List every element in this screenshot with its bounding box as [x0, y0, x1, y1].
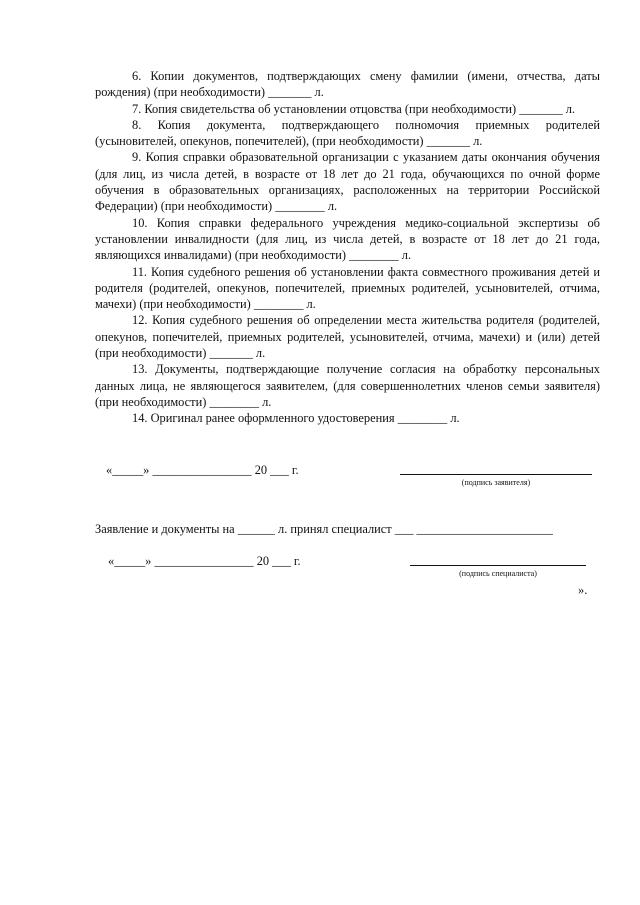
list-item: 13. Документы, подтверждающие получение согласия на обработку персональных данных лица, не являющегося заявителем, (для совершеннолетних членов семьи заявителя) (при необходимости) ________ л.: [95, 362, 600, 409]
list-item: 9. Копия справки образовательной организации с указанием даты окончания обучения (для лиц, из числа детей, в возрасте от 18 лет до 21 года, обучающихся по очной форме обучения в образовательных организациях, расположенных на территории Российской Федерации) (при необходимости) ________ л.: [95, 150, 600, 214]
applicant-signature-caption: (подпись заявителя): [461, 478, 531, 487]
specialist-date-field[interactable]: «_____» ________________ 20 ___ г.: [108, 554, 301, 568]
document-list: [95, 68, 600, 427]
applicant-date-field[interactable]: «_____» ________________ 20 ___ г.: [106, 463, 299, 477]
list-item: 8. Копия документа, подтверждающего полномочия приемных родителей (усыновителей, опекунов, попечителей), (при необходимости) _______ л.: [95, 117, 600, 149]
list-item: 14. Оригинал ранее оформленного удостоверения ________ л.: [132, 411, 460, 426]
specialist-signature-caption: (подпись специалиста): [459, 569, 537, 578]
list-item: 12. Копия судебного решения об определении места жительства родителя (родителей, опекунов, попечителей, приемных родителей, усыновителей, отчима, мачехи) и (или) детей (при необходимости) _______ л.: [95, 313, 600, 361]
accepted-by-specialist-line: Заявление и документы на ______ л. принял специалист ___ ______________________: [95, 522, 553, 536]
list-item: 6. Копии документов, подтверждающих смену фамилии (имени, отчества, даты рождения) (при необходимости) _______ л.: [95, 69, 600, 100]
list-item: 11. Копия судебного решения об установлении факта совместного проживания детей и родителя (родителей, опекунов, попечителей, приемных родителей, усыновителей, отчима, мачехи) (при необходимости) ________ л.: [95, 264, 600, 312]
specialist-signature-line[interactable]: [410, 565, 586, 566]
list-item: 7. Копия свидетельства об установлении отцовства (при необходимости) _______ л.: [132, 101, 576, 116]
closing-quote: ».: [578, 583, 588, 597]
applicant-signature-line[interactable]: [400, 474, 592, 475]
list-item: 10. Копия справки федерального учреждения медико-социальной экспертизы об установлении инвалидности (для лиц, из числа детей, в возрасте от 18 лет до 21 года, являющихся инвалидами) (при необходимости) ________ л.: [95, 215, 600, 263]
